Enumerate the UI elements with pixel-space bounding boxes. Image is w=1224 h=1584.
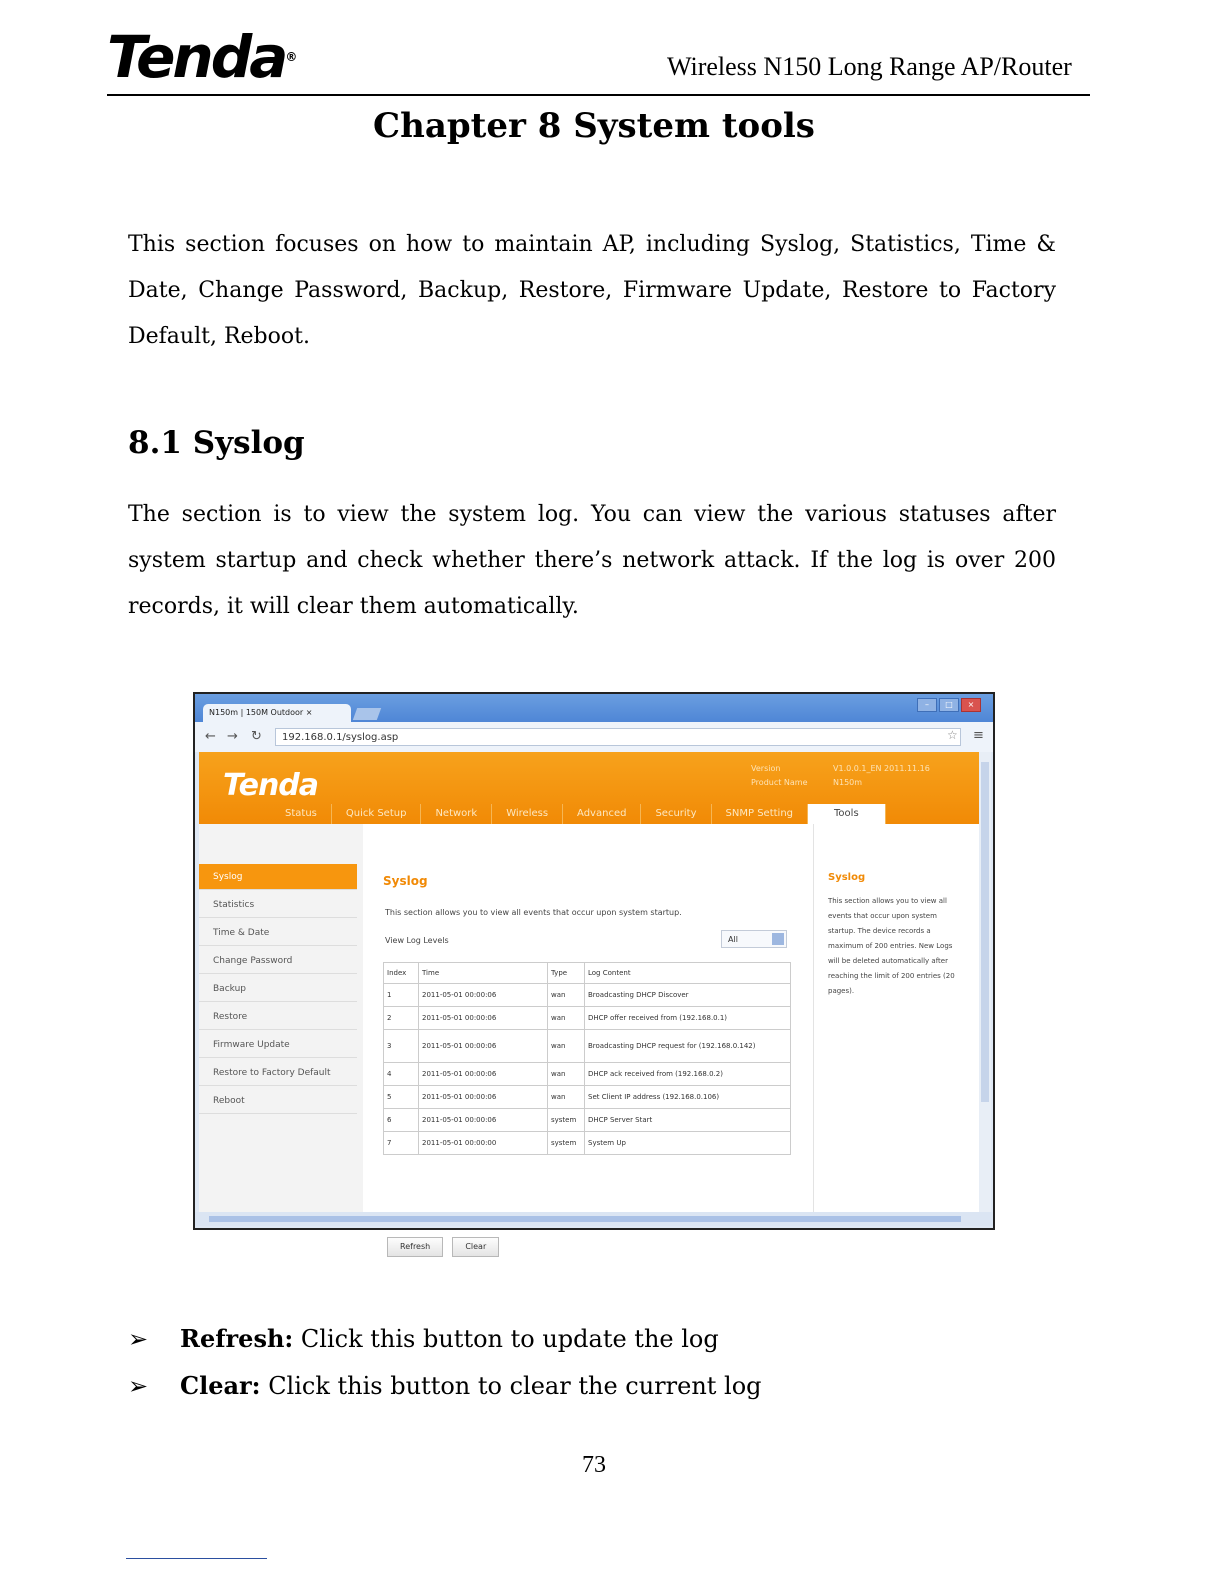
menu-status[interactable]: Status	[271, 804, 332, 824]
cell-index: 1	[384, 984, 419, 1007]
menu-wireless[interactable]: Wireless	[492, 804, 563, 824]
cell-time: 2011-05-01 00:00:00	[419, 1132, 548, 1155]
sidebar-item-reboot[interactable]: Reboot	[199, 1088, 357, 1114]
reload-icon[interactable]: ↻	[251, 729, 262, 744]
sidebar-item-time-date[interactable]: Time & Date	[199, 920, 357, 946]
vertical-scroll-thumb[interactable]	[981, 762, 989, 1102]
header-title: Wireless N150 Long Range AP/Router	[667, 52, 1072, 81]
cell-time: 2011-05-01 00:00:06	[419, 1109, 548, 1132]
banner-labels	[751, 762, 808, 790]
cell-time: 2011-05-01 00:00:06	[419, 1030, 548, 1063]
cell-content: Set Client IP address (192.168.0.106)	[585, 1086, 791, 1109]
router-banner	[199, 752, 979, 824]
horizontal-scrollbar[interactable]	[195, 1212, 993, 1226]
cell-content: DHCP offer received from (192.168.0.1)	[585, 1007, 791, 1030]
arrow-bullet-icon: ➢	[128, 1372, 149, 1400]
intro-paragraph: This section focuses on how to maintain AP, including Syslog, Statistics, Time & Date, Change Password, Backup, Restore, Firmware Update, Restore to Factory Default, Reboot.	[128, 232, 1056, 349]
browser-titlebar	[195, 694, 993, 722]
cell-type: wan	[548, 984, 585, 1007]
cell-content: Broadcasting DHCP Discover	[585, 984, 791, 1007]
log-buttons	[387, 1234, 503, 1257]
syslog-content	[383, 824, 803, 1251]
cell-type: wan	[548, 1030, 585, 1063]
browser-tab[interactable]: N150m | 150M Outdoor ×	[203, 704, 351, 722]
col-type: Type	[548, 963, 585, 984]
help-panel	[813, 824, 974, 1218]
tab-label: N150m | 150M Outdoor	[209, 708, 304, 717]
section-title: 8.1 Syslog	[128, 425, 305, 461]
cell-time: 2011-05-01 00:00:06	[419, 1086, 548, 1109]
table-row	[384, 1007, 791, 1030]
bullet-refresh	[128, 1324, 719, 1353]
cell-time: 2011-05-01 00:00:06	[419, 1007, 548, 1030]
sidebar-item-backup[interactable]: Backup	[199, 976, 357, 1002]
bullet-desc: Click this button to clear the current log	[268, 1372, 762, 1400]
log-level-select[interactable]	[721, 930, 787, 948]
menu-network[interactable]: Network	[421, 804, 492, 824]
cell-time: 2011-05-01 00:00:06	[419, 984, 548, 1007]
logo-text: Tenda	[107, 23, 286, 91]
content-title: Syslog	[383, 874, 428, 888]
cell-type: system	[548, 1132, 585, 1155]
arrow-bullet-icon: ➢	[128, 1325, 149, 1353]
chevron-down-icon	[772, 933, 784, 945]
bookmark-star-icon[interactable]: ☆	[947, 728, 958, 742]
browser-toolbar	[195, 722, 993, 752]
maximize-icon[interactable]: □	[939, 698, 959, 712]
menu-advanced[interactable]: Advanced	[563, 804, 641, 824]
refresh-button[interactable]: Refresh	[387, 1237, 443, 1257]
cell-index: 2	[384, 1007, 419, 1030]
table-row	[384, 1109, 791, 1132]
router-menu	[271, 804, 886, 824]
syslog-screenshot	[193, 692, 995, 1251]
bullet-clear	[128, 1371, 762, 1400]
cell-type: system	[548, 1109, 585, 1132]
cell-index: 3	[384, 1030, 419, 1063]
cell-index: 5	[384, 1086, 419, 1109]
menu-tools[interactable]: Tools	[808, 804, 886, 824]
cell-content: DHCP Server Start	[585, 1109, 791, 1132]
bullet-term: Refresh:	[180, 1324, 294, 1353]
sidebar	[199, 824, 363, 1218]
forward-icon[interactable]: →	[227, 729, 238, 744]
table-row	[384, 1132, 791, 1155]
horizontal-scroll-thumb[interactable]	[209, 1216, 961, 1222]
tenda-logo	[107, 23, 298, 91]
bullet-term: Clear:	[180, 1371, 261, 1400]
table-row	[384, 1063, 791, 1086]
menu-quick-setup[interactable]: Quick Setup	[332, 804, 422, 824]
registered-mark: ®	[285, 50, 298, 64]
clear-button[interactable]: Clear	[452, 1237, 499, 1257]
cell-content: Broadcasting DHCP request for (192.168.0.142)	[585, 1030, 791, 1063]
table-row	[384, 1030, 791, 1063]
cell-type: wan	[548, 1063, 585, 1086]
menu-security[interactable]: Security	[641, 804, 711, 824]
cell-index: 7	[384, 1132, 419, 1155]
sidebar-item-factory-default[interactable]: Restore to Factory Default	[199, 1060, 357, 1086]
table-row	[384, 1086, 791, 1109]
cell-time: 2011-05-01 00:00:06	[419, 1063, 548, 1086]
header-rule	[107, 94, 1090, 96]
cell-index: 6	[384, 1109, 419, 1132]
version-label: Version	[751, 764, 781, 773]
sidebar-item-restore[interactable]: Restore	[199, 1004, 357, 1030]
col-index: Index	[384, 963, 419, 984]
cell-content: DHCP ack received from (192.168.0.2)	[585, 1063, 791, 1086]
sidebar-item-firmware-update[interactable]: Firmware Update	[199, 1032, 357, 1058]
chapter-title: Chapter 8 System tools	[373, 106, 815, 146]
sidebar-item-change-password[interactable]: Change Password	[199, 948, 357, 974]
new-tab-button[interactable]	[353, 708, 381, 720]
product-value: N150m	[833, 778, 863, 787]
col-time: Time	[419, 963, 548, 984]
cell-content: System Up	[585, 1132, 791, 1155]
view-log-label: View Log Levels	[385, 936, 449, 945]
address-bar[interactable]	[275, 728, 961, 746]
cell-type: wan	[548, 1086, 585, 1109]
router-logo: Tenda	[223, 768, 319, 803]
back-icon[interactable]: ←	[205, 729, 216, 744]
log-table	[383, 962, 791, 1155]
banner-values	[833, 762, 930, 790]
version-value: V1.0.0.1_EN 2011.11.16	[833, 764, 930, 773]
help-text: This section allows you to view all events that occur upon system startup. The device records a maximum of 200 entries. New Logs will be deleted automatically after reaching the limit of 200 entries (20 pages).	[828, 897, 955, 995]
bullet-desc: Click this button to update the log	[300, 1325, 719, 1353]
col-log-content: Log Content	[585, 963, 791, 984]
menu-snmp-setting[interactable]: SNMP Setting	[712, 804, 808, 824]
vertical-scrollbar[interactable]	[979, 752, 991, 1218]
page-number: 73	[582, 1452, 606, 1478]
cell-index: 4	[384, 1063, 419, 1086]
table-row	[384, 984, 791, 1007]
sidebar-item-syslog[interactable]: Syslog	[199, 864, 357, 890]
help-title: Syslog	[828, 872, 866, 883]
table-header-row	[384, 963, 791, 984]
content-description: This section allows you to view all events that occur upon system startup.	[385, 908, 682, 917]
section-paragraph: The section is to view the system log. You can view the various statuses after system startup and check whether there’s network attack. If the log is over 200 records, it will clear them automatically.	[128, 502, 1056, 619]
product-label: Product Name	[751, 778, 808, 787]
log-level-value: All	[728, 935, 738, 944]
footnote-rule	[126, 1558, 267, 1559]
cell-type: wan	[548, 1007, 585, 1030]
router-page	[199, 752, 979, 1251]
url-text: 192.168.0.1/syslog.asp	[282, 732, 399, 743]
browser-menu-icon[interactable]: ≡	[973, 728, 984, 743]
close-icon[interactable]: ×	[961, 698, 981, 712]
sidebar-item-statistics[interactable]: Statistics	[199, 892, 357, 918]
minimize-icon[interactable]: –	[917, 698, 937, 712]
